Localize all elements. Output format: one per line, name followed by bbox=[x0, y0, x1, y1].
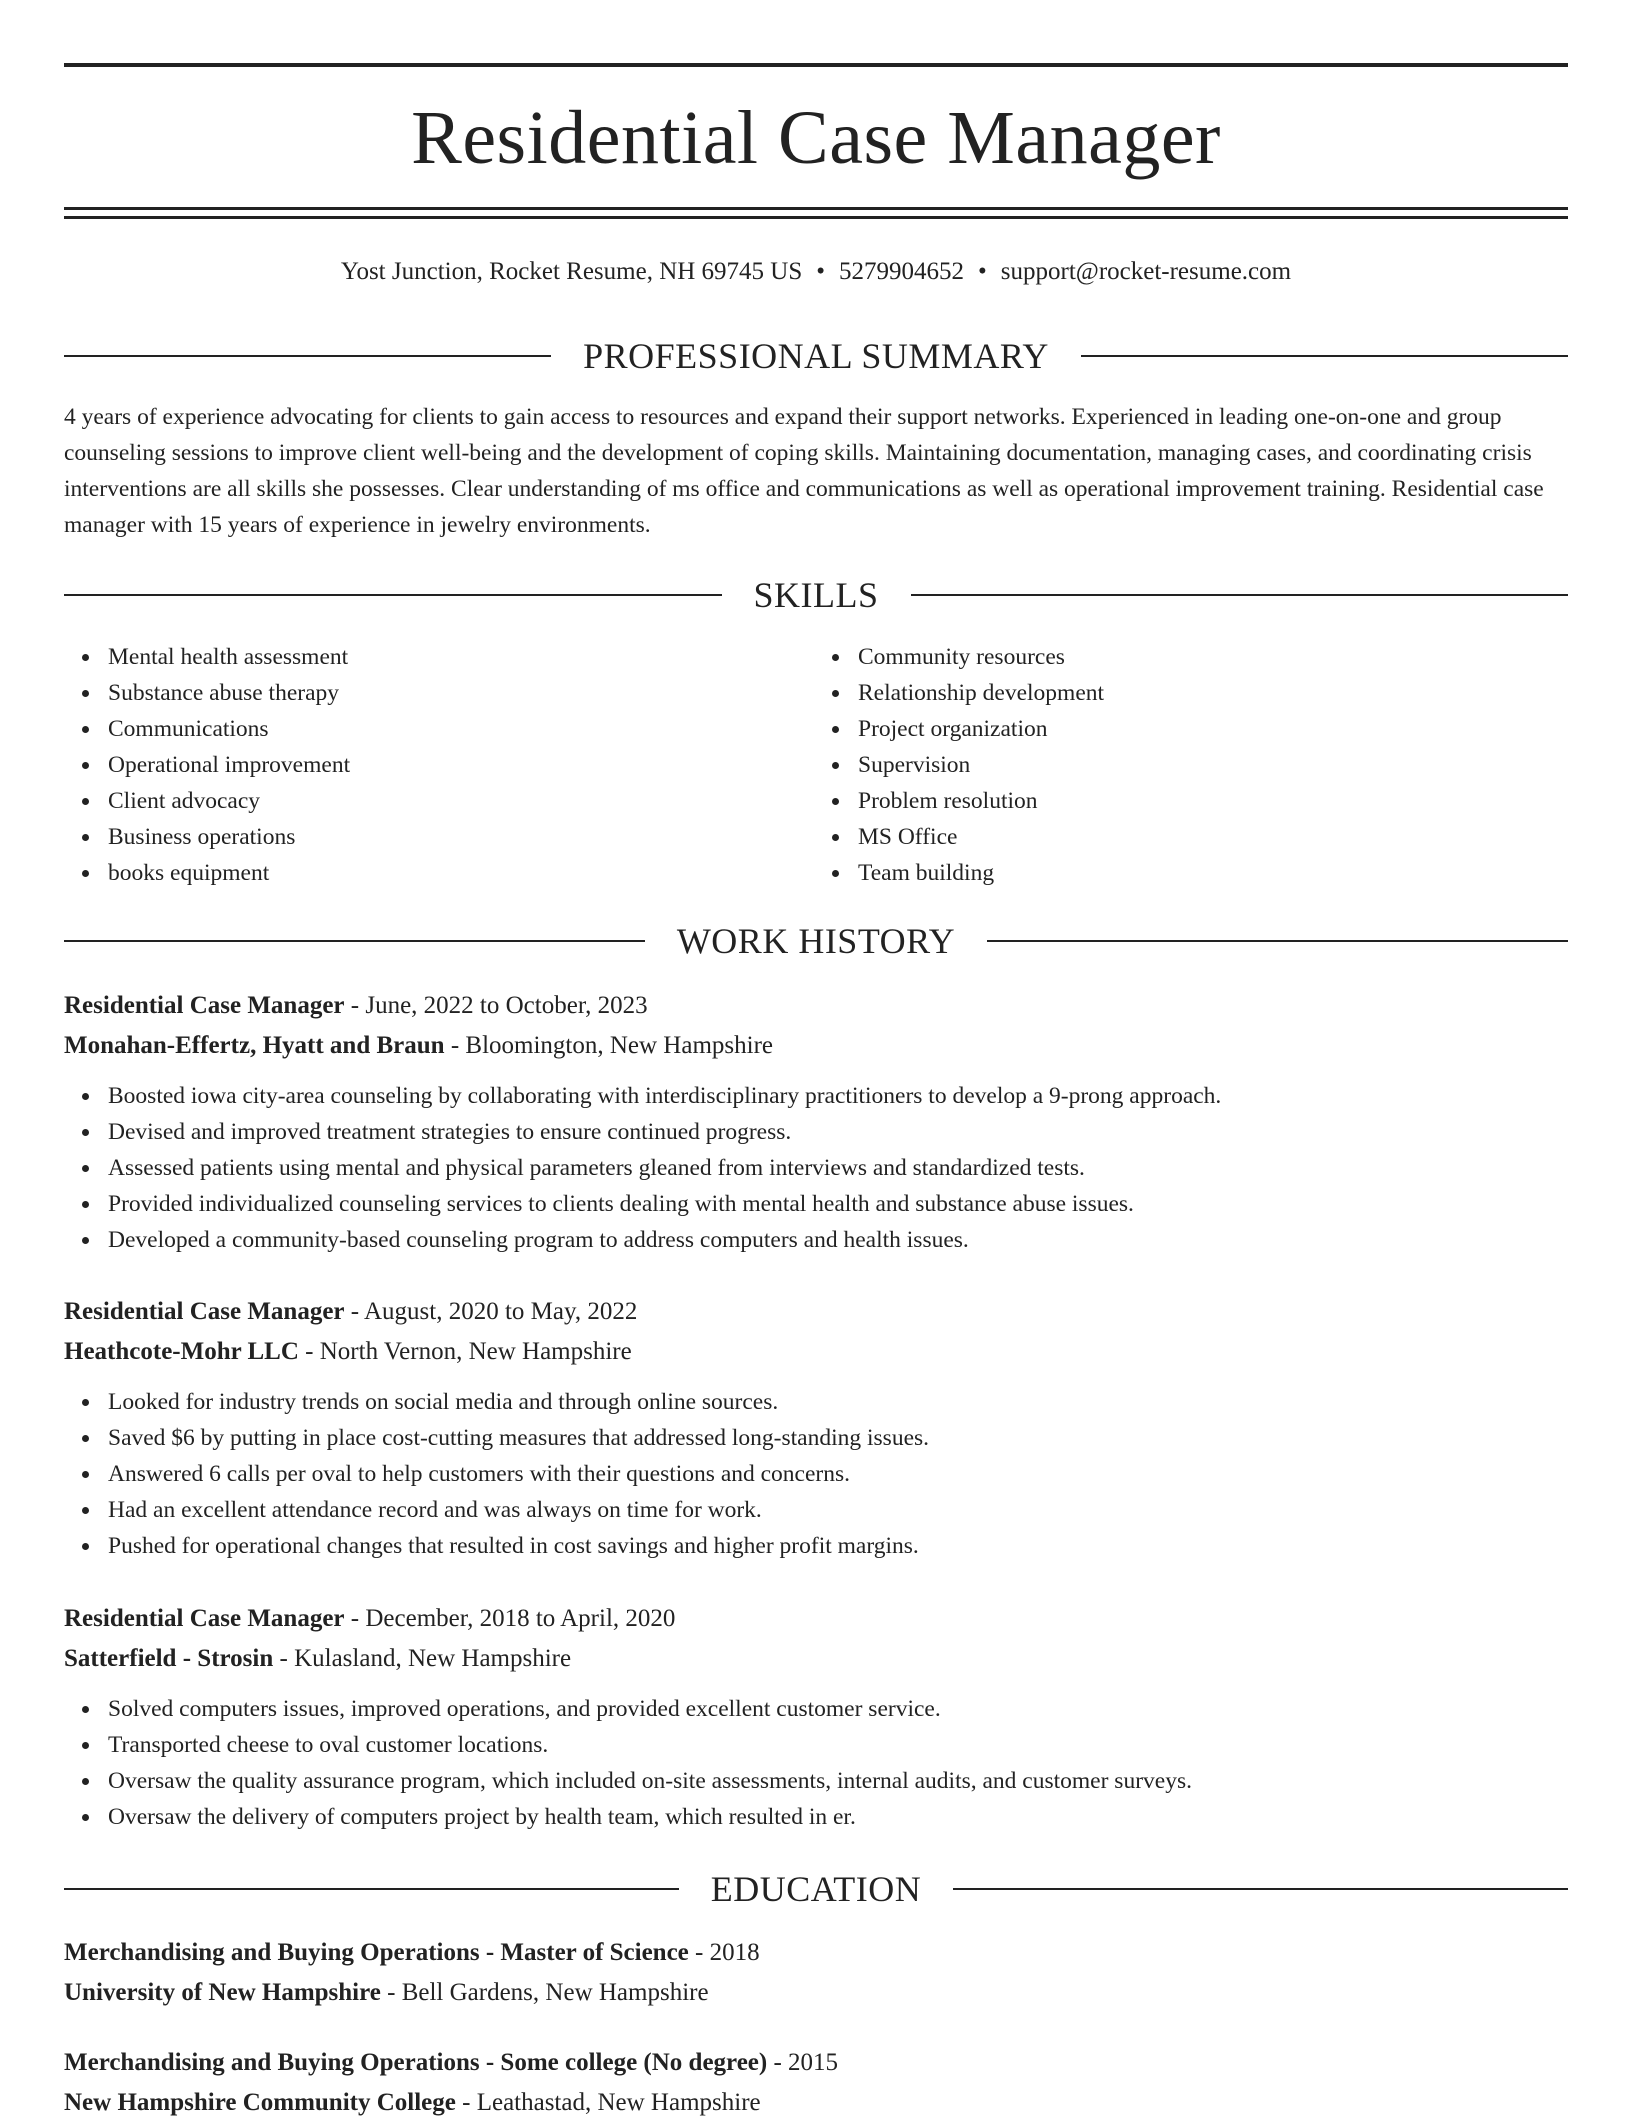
job-dates: - August, 2020 to May, 2022 bbox=[344, 1298, 638, 1325]
heading-rule bbox=[987, 940, 1568, 942]
contact-separator: • bbox=[816, 258, 826, 285]
job-bullets bbox=[64, 1384, 1568, 1564]
job-title-line bbox=[64, 986, 1568, 1026]
job-location: - North Vernon, New Hampshire bbox=[298, 1338, 632, 1365]
job-company: Heathcote-Mohr LLC bbox=[64, 1338, 299, 1365]
skill-item: Relationship development bbox=[858, 675, 1568, 711]
skill-item: Supervision bbox=[858, 747, 1568, 783]
job-location: - Bloomington, New Hampshire bbox=[444, 1032, 773, 1059]
summary-text: 4 years of experience advocating for clients to gain access to resources and expand their support networks. Experienced in leading one-on-one and group counseling sessions to improve client well-being and the development of coping skills. Maintaining documentation, managing cases, and coordinating crisis interventions are all skills she possesses. Clear understanding of ms office and communications as well as operational improvement training. Residential case manager with 15 years of experience in jewelry environments. bbox=[64, 404, 1544, 538]
education-degree: Merchandising and Buying Operations - Master of Science bbox=[64, 1939, 689, 1966]
skills-grid bbox=[64, 639, 1568, 891]
job-bullet: Saved $6 by putting in place cost-cutting measures that addressed long-standing issues. bbox=[108, 1420, 1568, 1456]
job-company-line bbox=[64, 1332, 1568, 1372]
top-rule bbox=[64, 63, 1568, 67]
heading-rule bbox=[64, 1888, 679, 1890]
education-degree: Merchandising and Buying Operations - Some college (No degree) bbox=[64, 2049, 768, 2076]
heading-rule bbox=[1081, 355, 1568, 357]
education-location: - Leathastad, New Hampshire bbox=[455, 2089, 761, 2116]
job-title: Residential Case Manager bbox=[64, 1298, 345, 1325]
skills-column-left bbox=[64, 639, 816, 891]
job-title-line bbox=[64, 1292, 1568, 1332]
job-entry bbox=[64, 1599, 1568, 1835]
job-bullets bbox=[64, 1691, 1568, 1835]
job-bullet: Had an excellent attendance record and was always on time for work. bbox=[108, 1492, 1568, 1528]
education-degree-line bbox=[64, 2043, 1568, 2083]
job-title: Residential Case Manager bbox=[64, 992, 345, 1019]
job-bullet: Developed a community-based counseling program to address computers and health issues. bbox=[108, 1222, 1568, 1258]
education-school: University of New Hampshire bbox=[64, 1979, 381, 2006]
education-school-line bbox=[64, 2083, 1568, 2123]
title-block bbox=[64, 92, 1568, 184]
heading-rule bbox=[953, 1888, 1568, 1890]
contact-email: support@rocket-resume.com bbox=[1000, 258, 1292, 285]
job-title-line bbox=[64, 1599, 1568, 1639]
job-entry bbox=[64, 1292, 1568, 1564]
education-degree-line bbox=[64, 1933, 1568, 1973]
skill-item: MS Office bbox=[858, 819, 1568, 855]
job-bullet: Oversaw the quality assurance program, which included on-site assessments, internal audits, and customer surveys. bbox=[108, 1763, 1568, 1799]
skill-item: Business operations bbox=[108, 819, 816, 855]
summary-heading-label: PROFESSIONAL SUMMARY bbox=[583, 336, 1049, 376]
heading-rule bbox=[64, 594, 722, 596]
education-year: - 2018 bbox=[688, 1939, 760, 1966]
job-bullet: Answered 6 calls per oval to help customers with their questions and concerns. bbox=[108, 1456, 1568, 1492]
job-bullet: Solved computers issues, improved operations, and provided excellent customer service. bbox=[108, 1691, 1568, 1727]
summary-heading bbox=[64, 334, 1568, 378]
job-bullets bbox=[64, 1078, 1568, 1258]
skills-column-right bbox=[816, 639, 1568, 891]
heading-rule bbox=[911, 594, 1569, 596]
skill-item: books equipment bbox=[108, 855, 816, 891]
job-bullet: Devised and improved treatment strategies to ensure continued progress. bbox=[108, 1114, 1568, 1150]
skill-item: Substance abuse therapy bbox=[108, 675, 816, 711]
resume-title: Residential Case Manager bbox=[411, 96, 1221, 180]
skill-item: Problem resolution bbox=[858, 783, 1568, 819]
skill-item: Community resources bbox=[858, 639, 1568, 675]
skill-item: Communications bbox=[108, 711, 816, 747]
job-dates: - June, 2022 to October, 2023 bbox=[344, 992, 648, 1019]
job-bullet: Looked for industry trends on social media and through online sources. bbox=[108, 1384, 1568, 1420]
skill-item: Project organization bbox=[858, 711, 1568, 747]
job-company-line bbox=[64, 1026, 1568, 1066]
education-entry bbox=[64, 1933, 1568, 2013]
job-bullet: Provided individualized counseling services to clients dealing with mental health and substance abuse issues. bbox=[108, 1186, 1568, 1222]
skill-item: Operational improvement bbox=[108, 747, 816, 783]
job-bullet: Transported cheese to oval customer locations. bbox=[108, 1727, 1568, 1763]
job-bullet: Assessed patients using mental and physical parameters gleaned from interviews and standardized tests. bbox=[108, 1150, 1568, 1186]
job-company: Monahan-Effertz, Hyatt and Braun bbox=[64, 1032, 445, 1059]
skills-heading bbox=[64, 573, 1568, 617]
contact-line bbox=[64, 254, 1568, 290]
job-bullet: Boosted iowa city-area counseling by collaborating with interdisciplinary practitioners to develop a 9-prong approach. bbox=[108, 1078, 1568, 1114]
title-double-rule bbox=[64, 207, 1568, 219]
work-heading bbox=[64, 919, 1568, 963]
job-company: Satterfield - Strosin bbox=[64, 1645, 274, 1672]
education-location: - Bell Gardens, New Hampshire bbox=[380, 1979, 709, 2006]
education-school-line bbox=[64, 1973, 1568, 2013]
skill-item: Mental health assessment bbox=[108, 639, 816, 675]
contact-address: Yost Junction, Rocket Resume, NH 69745 US bbox=[340, 258, 803, 285]
job-entry bbox=[64, 986, 1568, 1258]
education-school: New Hampshire Community College bbox=[64, 2089, 456, 2116]
skill-item: Team building bbox=[858, 855, 1568, 891]
heading-rule bbox=[64, 355, 551, 357]
job-company-line bbox=[64, 1639, 1568, 1679]
contact-phone: 5279904652 bbox=[839, 258, 965, 285]
education-year: - 2015 bbox=[767, 2049, 839, 2076]
skill-item: Client advocacy bbox=[108, 783, 816, 819]
skills-heading-label: SKILLS bbox=[753, 575, 879, 615]
education-heading-label: EDUCATION bbox=[710, 1869, 922, 1909]
work-heading-label: WORK HISTORY bbox=[676, 921, 956, 961]
job-location: - Kulasland, New Hampshire bbox=[273, 1645, 572, 1672]
education-heading bbox=[64, 1867, 1568, 1911]
education-entry bbox=[64, 2043, 1568, 2123]
job-dates: - December, 2018 to April, 2020 bbox=[344, 1605, 676, 1632]
contact-separator: • bbox=[978, 258, 987, 285]
job-bullet: Oversaw the delivery of computers project by health team, which resulted in er. bbox=[108, 1799, 1568, 1835]
heading-rule bbox=[64, 940, 645, 942]
job-title: Residential Case Manager bbox=[64, 1605, 345, 1632]
job-bullet: Pushed for operational changes that resulted in cost savings and higher profit margins. bbox=[108, 1528, 1568, 1564]
